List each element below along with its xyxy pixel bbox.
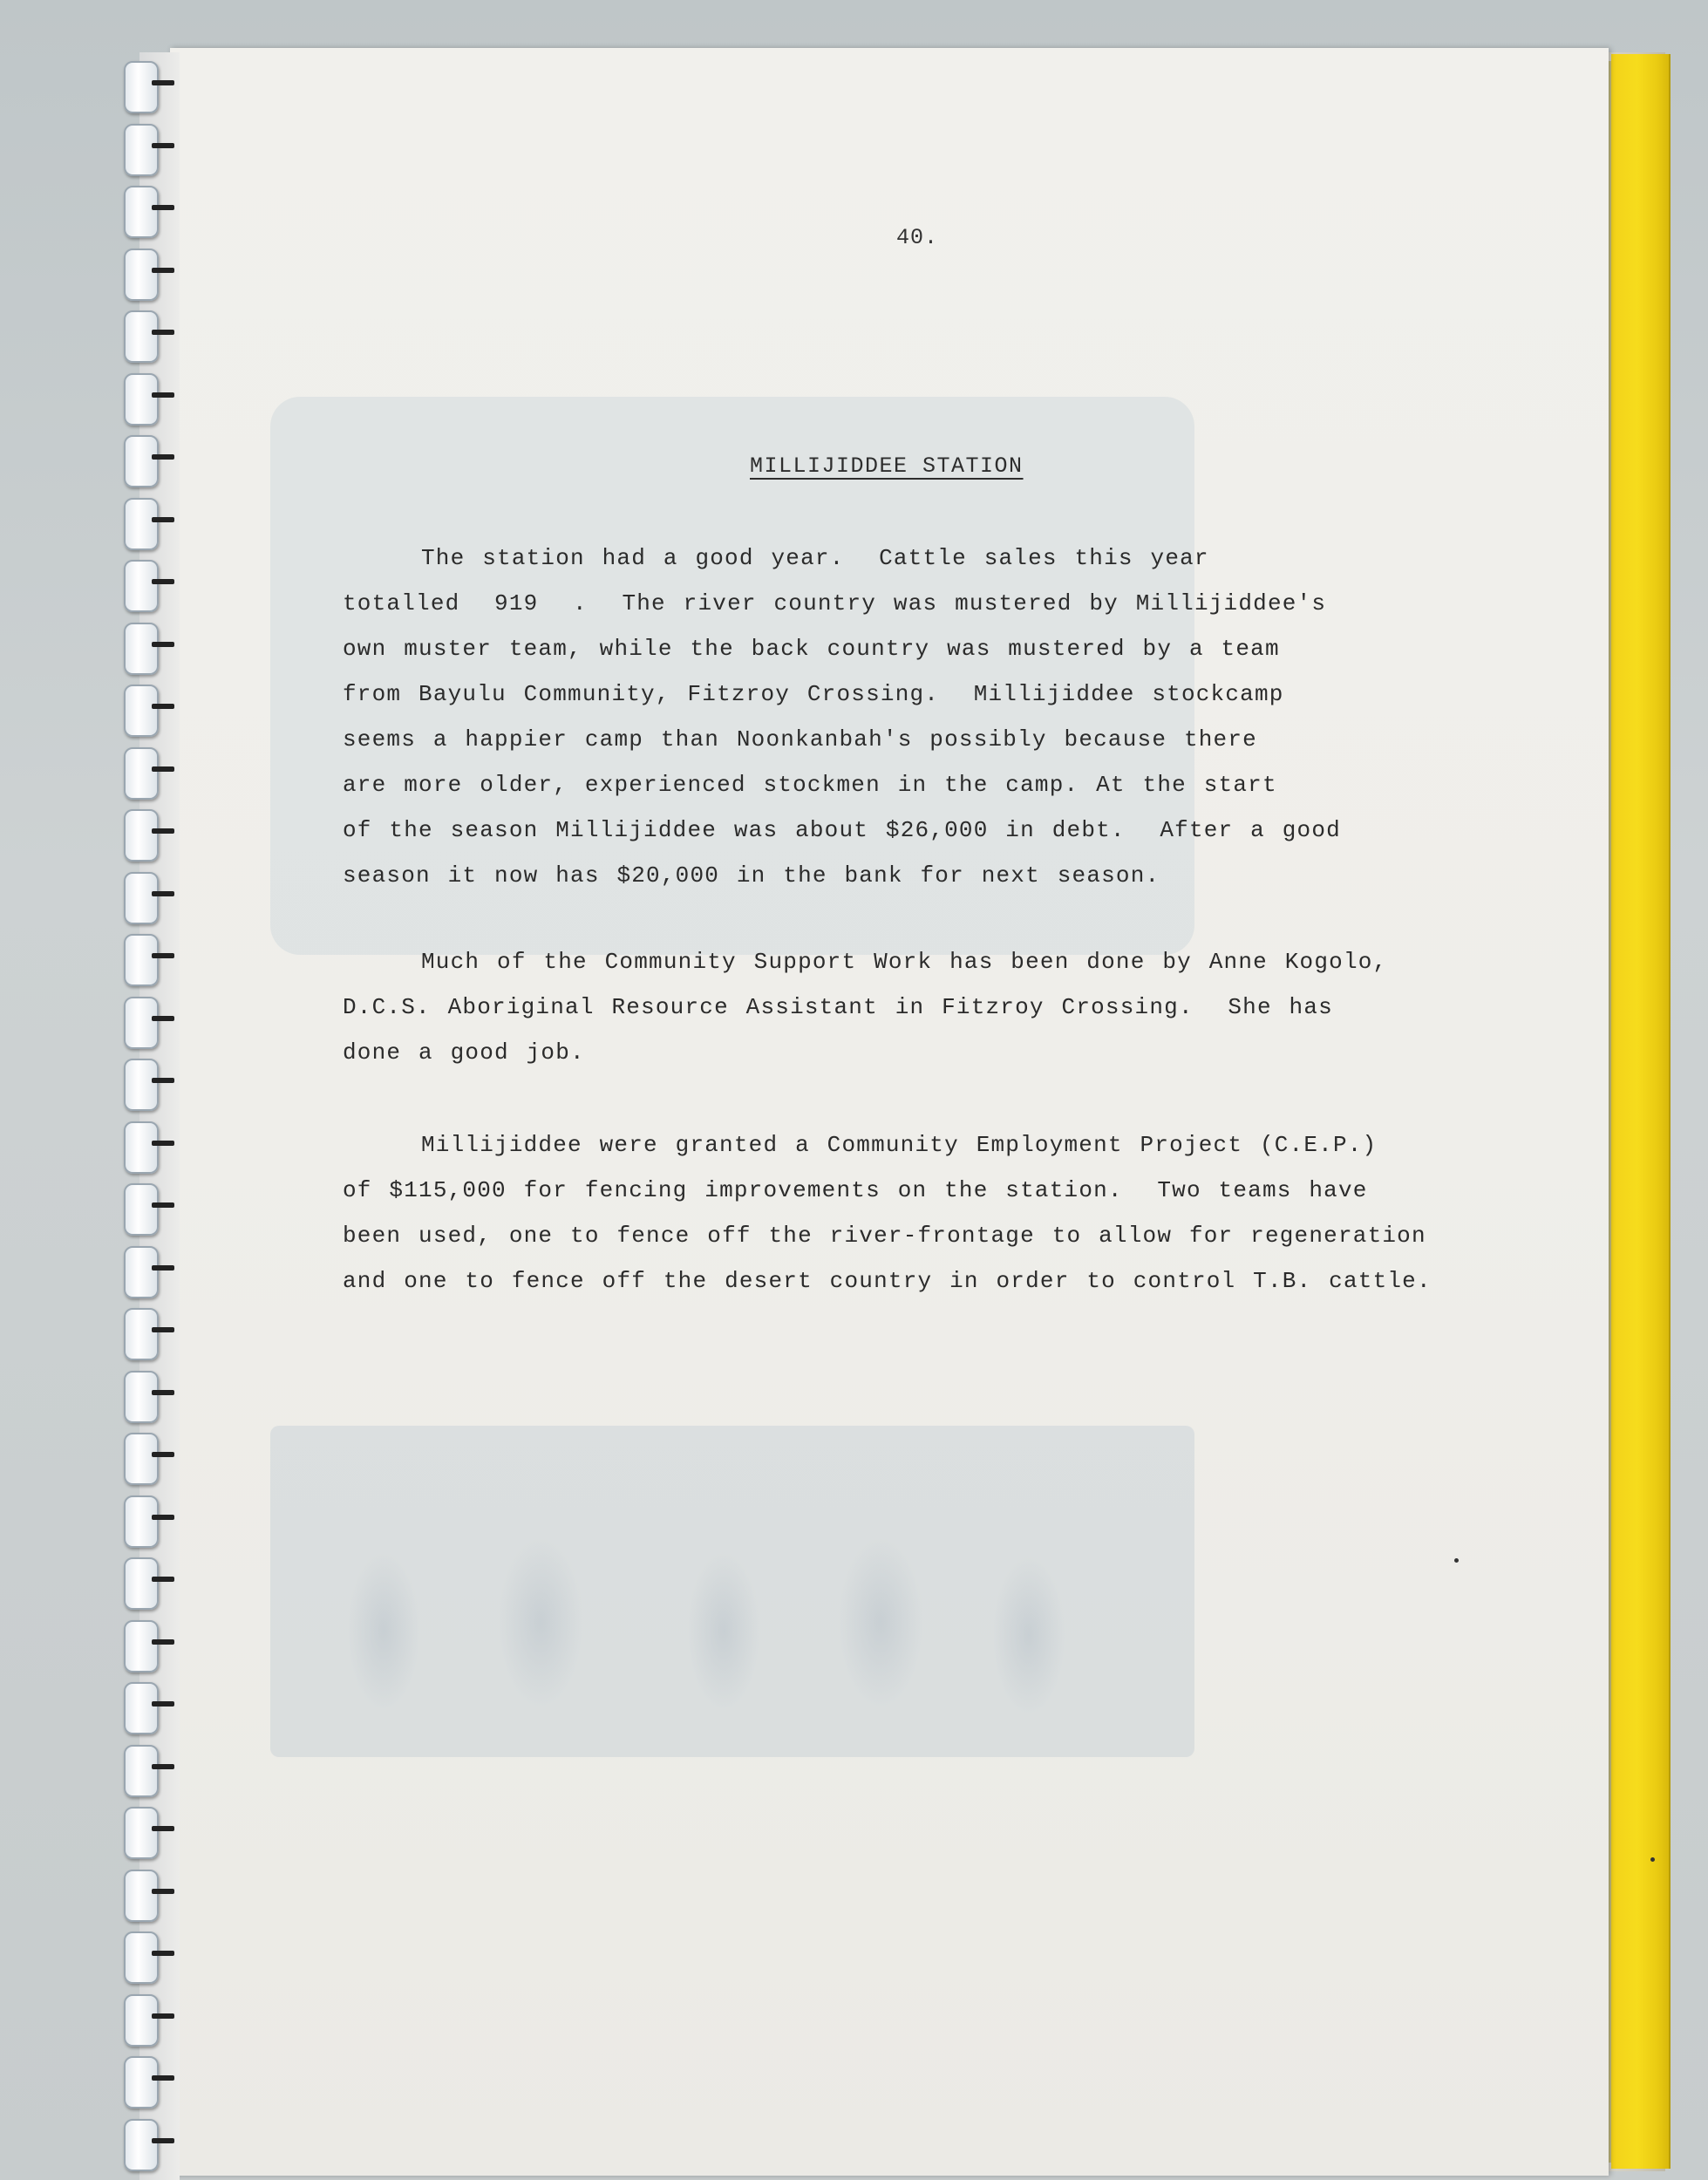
- section-heading: MILLIJIDDEE STATION: [750, 453, 1024, 479]
- paragraph-line: are more older, experienced stockmen in the camp. At the start: [343, 772, 1277, 798]
- document-page: [170, 48, 1609, 2176]
- paragraph-line: Millijiddee were granted a Community Employment Project (C.E.P.): [421, 1132, 1378, 1158]
- show-through-figures: [314, 1482, 1099, 1744]
- binding-coil: [124, 872, 159, 924]
- binding-coil: [124, 1495, 159, 1548]
- paragraph-community-support: [343, 939, 1441, 1075]
- page-number: 40.: [896, 225, 939, 250]
- paragraph-line: The station had a good year. Cattle sales this year: [421, 545, 1209, 571]
- binding-coil: [124, 747, 159, 800]
- binding-coil: [124, 1183, 159, 1236]
- binding-coil: [124, 1557, 159, 1610]
- binding-coil: [124, 2056, 159, 2108]
- binding-coil: [124, 61, 159, 113]
- binding-coil: [124, 560, 159, 612]
- paragraph-line: D.C.S. Aboriginal Resource Assistant in Fitzroy Crossing. She has: [343, 994, 1333, 1020]
- yellow-divider-tab: [1611, 54, 1671, 2169]
- binding-coil: [124, 186, 159, 238]
- ink-speck: [1650, 1857, 1655, 1862]
- paragraph-line: season it now has $20,000 in the bank for next season.: [343, 862, 1160, 889]
- paragraph-line: totalled 919 . The river country was mustered by Millijiddee's: [343, 590, 1327, 617]
- binding-coil: [124, 623, 159, 675]
- binding-coil: [124, 498, 159, 550]
- binding-coil: [124, 997, 159, 1049]
- paragraph-line: seems a happier camp than Noonkanbah's possibly because there: [343, 726, 1257, 753]
- binding-coil: [124, 1121, 159, 1174]
- binding-coil: [124, 1371, 159, 1423]
- binding-coil: [124, 1994, 159, 2047]
- binding-coil: [124, 934, 159, 986]
- paragraph-line: Much of the Community Support Work has been done by Anne Kogolo,: [421, 949, 1388, 975]
- binding-coil: [124, 435, 159, 487]
- paragraph-cep-grant: [343, 1122, 1441, 1304]
- binding-coil: [124, 373, 159, 426]
- paragraph-line: done a good job.: [343, 1039, 585, 1066]
- binding-coil: [124, 1745, 159, 1797]
- paragraph-line: of the season Millijiddee was about $26,000 in debt. After a good: [343, 817, 1341, 843]
- binding-coil: [124, 310, 159, 363]
- paragraph-line: been used, one to fence off the river-frontage to allow for regeneration: [343, 1223, 1426, 1249]
- binding-coil: [124, 685, 159, 737]
- paragraph-line: and one to fence off the desert country in order to control T.B. cattle.: [343, 1268, 1432, 1294]
- binding-coil: [124, 1931, 159, 1984]
- paragraph-station-year: [343, 535, 1441, 898]
- ink-speck: [1454, 1558, 1459, 1563]
- paragraph-line: of $115,000 for fencing improvements on the station. Two teams have: [343, 1177, 1368, 1203]
- spiral-binding: [105, 61, 183, 2171]
- binding-coil: [124, 249, 159, 301]
- binding-coil: [124, 1433, 159, 1485]
- binding-coil: [124, 1620, 159, 1672]
- binding-coil: [124, 1682, 159, 1734]
- binding-coil: [124, 124, 159, 176]
- binding-coil: [124, 1059, 159, 1111]
- binding-coil: [124, 1870, 159, 1922]
- binding-coil: [124, 809, 159, 862]
- paragraph-line: from Bayulu Community, Fitzroy Crossing. Millijiddee stockcamp: [343, 681, 1284, 707]
- binding-coil: [124, 1308, 159, 1360]
- binding-coil: [124, 2119, 159, 2171]
- binding-coil: [124, 1807, 159, 1859]
- paragraph-line: own muster team, while the back country was mustered by a team: [343, 636, 1280, 662]
- binding-coil: [124, 1246, 159, 1298]
